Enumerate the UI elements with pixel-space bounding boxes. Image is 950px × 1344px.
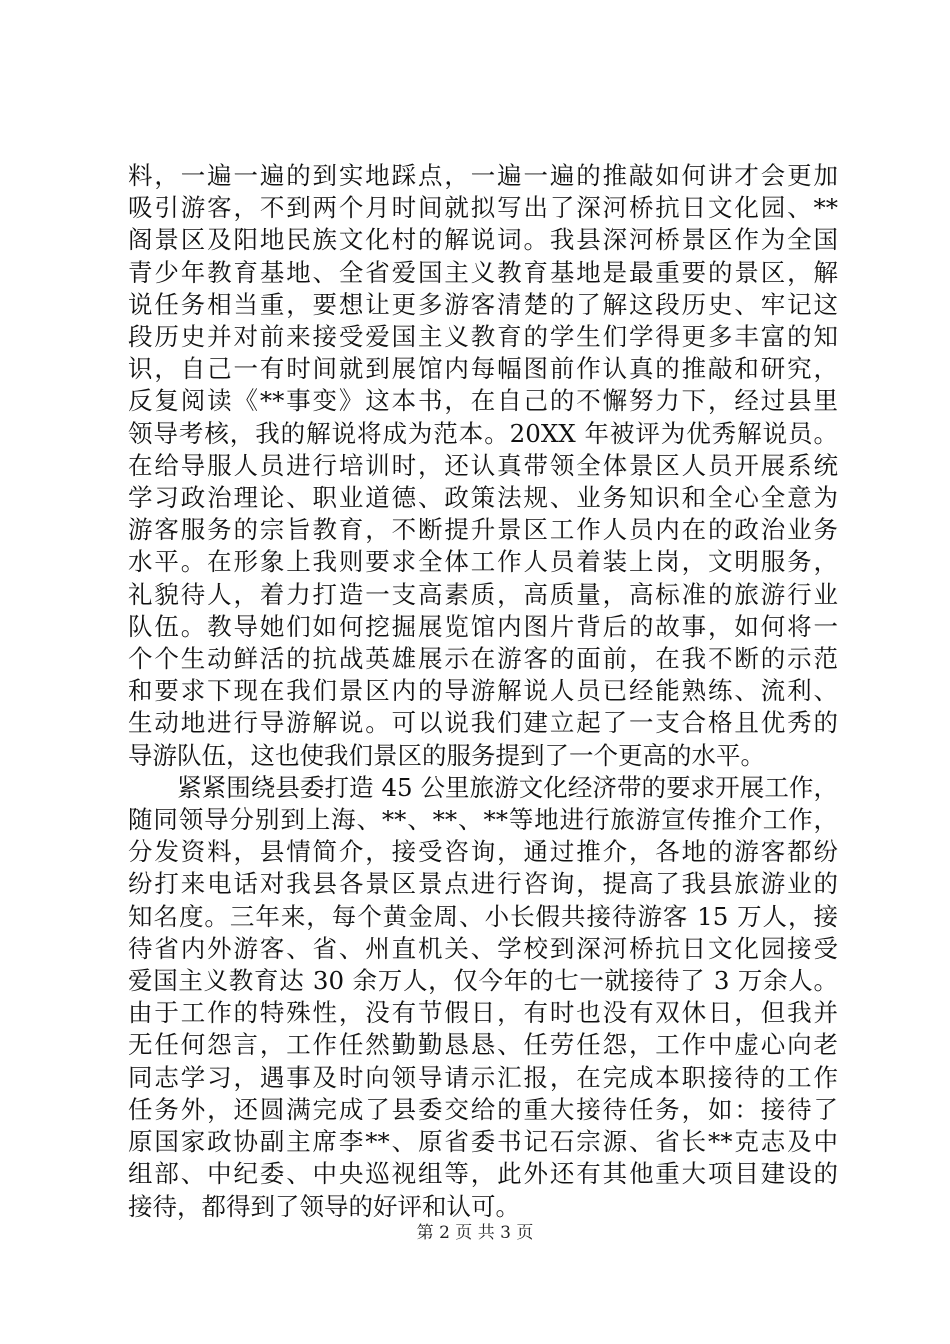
text-line: 原国家政协副主席李**、原省委书记石宗源、省长**克志及中 bbox=[128, 1127, 838, 1157]
text-line: 生动地进行导游解说。可以说我们建立起了一支合格且优秀的 bbox=[128, 708, 838, 738]
text-line: 礼貌待人，着力打造一支高素质，高质量，高标准的旅游行业 bbox=[128, 579, 838, 609]
text-line: 接待，都得到了领导的好评和认可。 bbox=[128, 1191, 520, 1221]
text-line: 和要求下现在我们景区内的导游解说人员已经能熟练、流利、 bbox=[128, 676, 838, 706]
text-line: 紧紧围绕县委打造 45 公里旅游文化经济带的要求开展工作， bbox=[128, 772, 838, 802]
text-line: 料，一遍一遍的到实地踩点，一遍一遍的推敲如何讲才会更加 bbox=[128, 161, 838, 190]
text-line: 待省内外游客、省、州直机关、学校到深河桥抗日文化园接受 bbox=[128, 933, 838, 963]
text-line: 反复阅读《**事变》这本书，在自己的不懈努力下，经过县里 bbox=[128, 386, 838, 416]
text-line: 个个生动鲜活的抗战英雄展示在游客的面前，在我不断的示范 bbox=[128, 644, 838, 674]
text-line: 由于工作的特殊性，没有节假日，有时也没有双休日，但我并 bbox=[128, 998, 838, 1028]
text-line: 说任务相当重，要想让更多游客清楚的了解这段历史、牢记这 bbox=[128, 289, 838, 319]
text-line: 段历史并对前来接受爱国主义教育的学生们学得更多丰富的知 bbox=[128, 322, 838, 352]
text-line: 队伍。教导她们如何挖掘展览馆内图片背后的故事，如何将一 bbox=[128, 611, 838, 641]
text-line: 水平。在形象上我则要求全体工作人员着装上岗，文明服务， bbox=[128, 547, 838, 577]
text-line: 识，自己一有时间就到展馆内每幅图前作认真的推敲和研究， bbox=[128, 354, 838, 384]
text-line: 同志学习，遇事及时向领导请示汇报，在完成本职接待的工作 bbox=[128, 1062, 838, 1092]
body-text bbox=[128, 160, 838, 1223]
text-line: 知名度。三年来，每个黄金周、小长假共接待游客 15 万人，接 bbox=[128, 901, 838, 931]
text-line: 青少年教育基地、全省爱国主义教育基地是最重要的景区，解 bbox=[128, 257, 838, 287]
text-line: 爱国主义教育达 30 余万人，仅今年的七一就接待了 3 万余人。 bbox=[128, 966, 838, 996]
text-line: 吸引游客，不到两个月时间就拟写出了深河桥抗日文化园、** bbox=[128, 193, 838, 223]
text-line: 分发资料，县情简介，接受咨询，通过推介，各地的游客都纷 bbox=[128, 837, 838, 867]
text-line: 游客服务的宗旨教育，不断提升景区工作人员内在的政治业务 bbox=[128, 515, 838, 545]
text-line: 学习政治理论、职业道德、政策法规、业务知识和全心全意为 bbox=[128, 483, 838, 513]
text-line: 无任何怨言，工作任然勤勤恳恳、任劳任怨，工作中虚心向老 bbox=[128, 1030, 838, 1060]
text-line: 任务外，还圆满完成了县委交给的重大接待任务，如：接待了 bbox=[128, 1094, 838, 1124]
text-line: 随同领导分别到上海、**、**、**等地进行旅游宣传推介工作， bbox=[128, 805, 838, 835]
text-line: 导游队伍，这也使我们景区的服务提到了一个更高的水平。 bbox=[128, 740, 765, 770]
text-line: 纷打来电话对我县各景区景点进行咨询，提高了我县旅游业的 bbox=[128, 869, 838, 899]
text-line: 阁景区及阳地民族文化村的解说词。我县深河桥景区作为全国 bbox=[128, 225, 838, 255]
paragraph-2 bbox=[128, 772, 838, 1223]
text-line: 在给导服人员进行培训时，还认真带领全体景区人员开展系统 bbox=[128, 450, 838, 480]
text-line: 组部、中纪委、中央巡视组等，此外还有其他重大项目建设的 bbox=[128, 1159, 838, 1189]
page-footer: 第 2 页 共 3 页 bbox=[416, 1223, 534, 1243]
paragraph-1 bbox=[128, 160, 838, 772]
text-line: 领导考核，我的解说将成为范本。20XX 年被评为优秀解说员。 bbox=[128, 418, 838, 448]
